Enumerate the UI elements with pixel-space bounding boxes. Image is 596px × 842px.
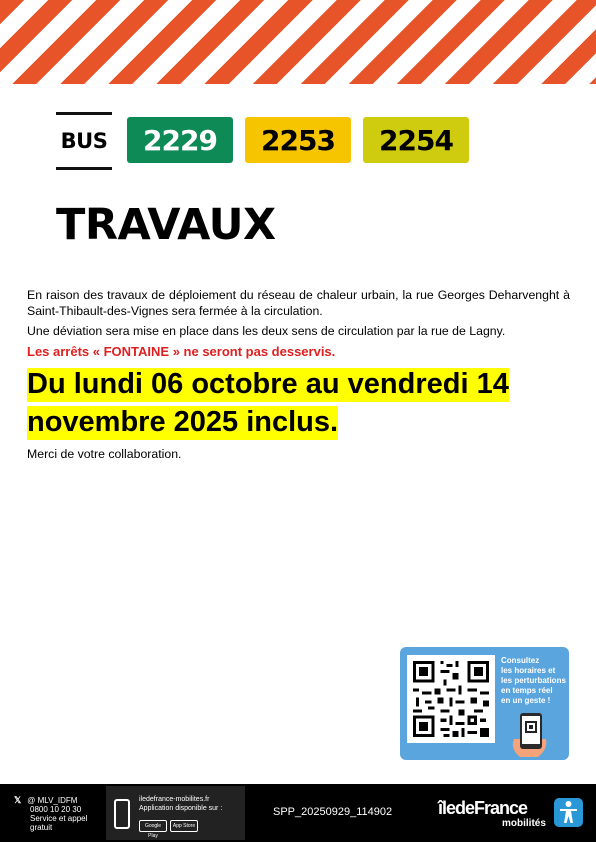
service-note-line-2: gratuit [30,823,53,832]
bus-mode-badge: BUS [56,112,112,170]
thanks-text: Merci de votre collaboration. [27,447,182,461]
footer-bar [0,784,596,842]
qr-panel-line: Consultez [501,656,540,665]
qr-panel-line: les perturbations [501,676,566,685]
hazard-stripes-banner [0,0,596,84]
date-range-line-1: Du lundi 06 octobre au vendredi 14 [27,368,509,400]
stop-warning: Les arrêts « FONTAINE » ne seront pas desservis. [27,344,336,359]
service-note-line-1: Service et appel [30,814,88,823]
phone-number[interactable]: 0800 10 20 30 [30,805,82,814]
logo-wordmark: îledeFrance [438,798,528,818]
date-range-line-2: novembre 2025 inclus. [27,406,339,438]
page-title: TRAVAUX [56,200,276,250]
line-badge-2254: 2254 [363,117,469,163]
google-play-badge[interactable]: Google Play [139,820,167,832]
app-store-badge[interactable]: App Store [170,820,198,832]
social-contact [14,796,87,832]
social-handle[interactable]: @ MLV_IDFM [27,796,78,805]
date-range [27,365,570,441]
qr-panel-line: en temps réel [501,686,553,695]
qr-panel-text [501,656,567,706]
x-social-icon[interactable]: 𝕏 [14,795,22,805]
app-availability: Application disponible sur : [139,805,223,812]
qr-panel-line: en un geste ! [501,696,551,705]
notice-paragraph-1: En raison des travaux de déploiement du réseau de chaleur urbain, la rue Georges Deharvenght à Saint-Thibault-des-Vignes sera fermée à la circulation. [27,288,570,318]
logo-subtitle: mobilités [502,818,546,829]
app-site[interactable]: iledefrance-mobilites.fr [139,796,210,803]
line-badge-2253: 2253 [245,117,351,163]
document-reference: SPP_20250929_114902 [273,806,393,818]
notice-paragraph-2: Une déviation sera mise en place dans les deux sens de circulation par la rue de Lagny. [27,324,506,338]
qr-code[interactable] [407,655,495,743]
accessibility-icon [554,798,583,827]
app-promo[interactable] [106,786,245,840]
idfm-logo [438,798,546,829]
notice-body [27,287,570,462]
line-badge-2229: 2229 [127,117,233,163]
qr-info-panel [400,647,569,760]
smartphone-icon [114,799,130,829]
hand-phone-icon [508,709,558,757]
qr-panel-line: les horaires et [501,666,556,675]
